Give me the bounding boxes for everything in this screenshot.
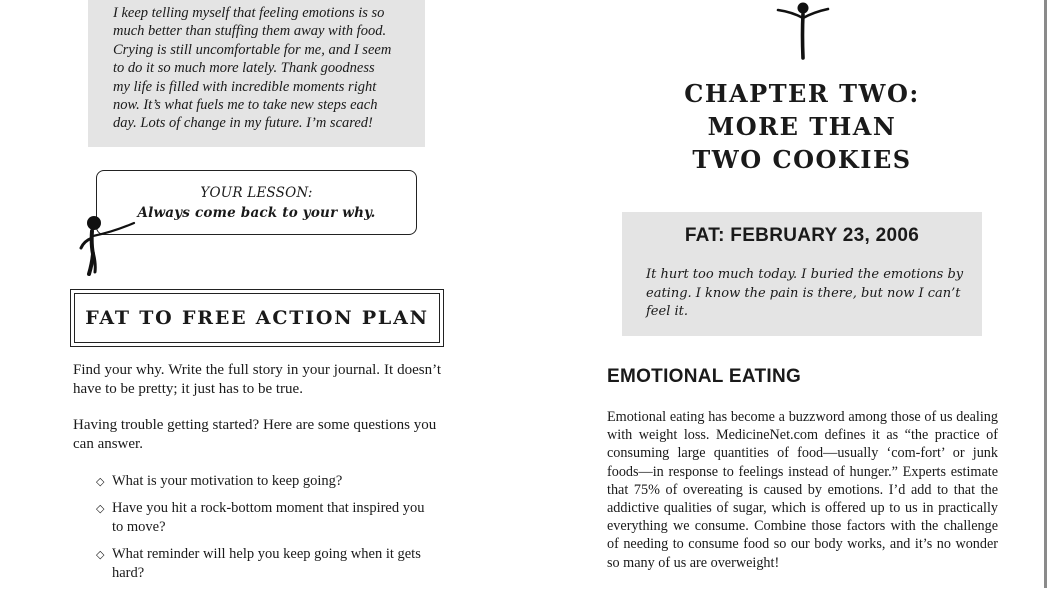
diamond-bullet-icon: ◇ — [96, 476, 105, 488]
list-item — [96, 499, 426, 537]
fat-entry-text: It hurt too much today. I buried the emotions by eating. I know the pain is there, but now I can’t feel it. — [646, 267, 964, 319]
chapter-title — [640, 77, 964, 176]
stick-figure-arms-raised-icon — [776, 0, 830, 62]
action-plan-title: FAT TO FREE ACTION PLAN — [74, 293, 440, 343]
question-list — [96, 472, 426, 591]
action-plan-paragraph: Find your why. Write the full story in your journal. It doesn’t have to be pretty; it just has to be true. — [73, 362, 441, 397]
action-plan-title-box — [70, 289, 444, 347]
journal-line: Crying is still uncomfortable for me, and I seem — [113, 41, 392, 58]
lesson-callout — [96, 170, 417, 235]
stick-figure-pointing-icon — [78, 214, 138, 276]
chapter-title-line: CHAPTER TWO: — [684, 79, 920, 108]
section-body: Emotional eating has become a buzzword among those of us dealing with weight loss. MedicineNet.com defines it as “the practice of consuming large quantities of food—usually ‘com-fort’ or junk foods—in response to feelings instead of hunger.” Experts estimate that 75% of overeating is caused by emotions. I’d add to that the addictive qualities of sugar, which is offered up to us in practically everything we consume. Combine those factors with the challenge of needing to consume food so our body works, and it’s no wonder so many of us are overweight! — [607, 409, 998, 571]
question-text: What is your motivation to keep going? — [112, 473, 343, 489]
action-plan-paragraph: Having trouble getting started? Here are some questions you can answer. — [73, 417, 437, 452]
lesson-label: YOUR LESSON: — [200, 185, 313, 201]
question-text: What reminder will help you keep going when it gets hard? — [112, 546, 421, 581]
diamond-bullet-icon: ◇ — [96, 503, 105, 515]
journal-line: I keep telling myself that feeling emotions is so — [113, 5, 385, 21]
chapter-title-line: TWO COOKIES — [692, 145, 912, 174]
journal-entry-box — [88, 0, 425, 147]
journal-line: my life is filled with incredible moments right — [113, 78, 377, 95]
journal-line: now. It’s what fuels me to take new steps each — [113, 97, 378, 114]
journal-line: day. Lots of change in my future. I’m scared! — [113, 115, 373, 132]
left-page — [0, 0, 520, 588]
list-item — [96, 472, 426, 491]
journal-line: to do it so much more lately. Thank goodness — [113, 60, 375, 77]
section-heading: EMOTIONAL EATING — [607, 366, 802, 387]
chapter-title-line: MORE THAN — [707, 112, 897, 141]
question-text: Have you hit a rock-bottom moment that inspired you to move? — [112, 500, 425, 535]
list-item — [96, 545, 426, 583]
fat-entry-heading: FAT: FEBRUARY 23, 2006 — [684, 225, 920, 246]
fat-entry-box — [622, 212, 982, 336]
diamond-bullet-icon: ◇ — [96, 549, 105, 561]
lesson-text: Always come back to your why. — [137, 205, 376, 221]
journal-line: much better than stuffing them away with food. — [113, 23, 387, 40]
right-page — [520, 0, 1047, 588]
